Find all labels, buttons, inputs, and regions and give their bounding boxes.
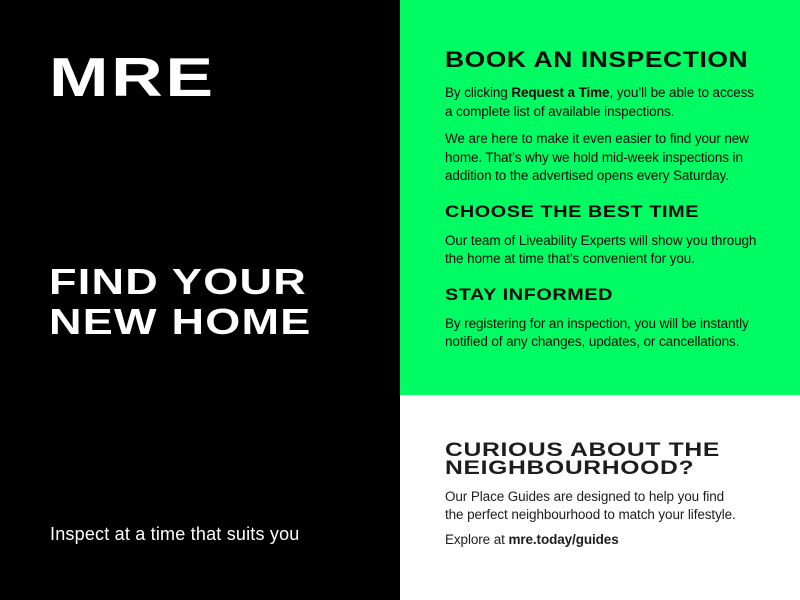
choose-best-time-heading: CHOOSE THE BEST TIME	[445, 202, 700, 221]
footer-note: Inspect at a time that suits you	[50, 524, 300, 544]
book-paragraph-1-suffix: , you’ll be able to access a complete list of available inspections.	[445, 85, 754, 119]
request-a-time-emphasis: Request a Time	[511, 85, 610, 101]
neighbourhood-guides-section	[400, 395, 800, 553]
headline-line-1: FIND YOUR	[49, 261, 307, 302]
brand-logo: MRE	[49, 46, 216, 108]
stay-informed-body: By registering for an inspection, you will be instantly notified of any changes, updates, or cancellations.	[445, 315, 749, 350]
place-guides-body: Our Place Guides are designed to help you find the perfect neighbourhood to match your lifestyle.	[445, 489, 736, 522]
explore-line	[445, 531, 764, 549]
inspection-info-section	[400, 0, 800, 395]
curious-neighbourhood-heading: CURIOUS ABOUT THE NEIGHBOURHOOD?	[445, 440, 720, 479]
choose-best-time-body: Our team of Liveability Experts will show you through the home at time that’s convenient for you.	[445, 232, 757, 267]
headline	[49, 262, 312, 342]
book-paragraph-1	[445, 84, 764, 121]
book-inspection-heading: BOOK AN INSPECTION	[445, 47, 749, 72]
stay-informed-heading: STAY INFORMED	[445, 285, 614, 304]
book-paragraph-2: We are here to make it even easier to find your new home. That’s why we hold mid-week inspections in addition to the advertised opens every Saturday.	[445, 131, 749, 184]
guides-url-link[interactable]: mre.today/guides	[508, 532, 619, 547]
headline-line-2: NEW HOME	[49, 301, 312, 342]
explore-prefix: Explore at	[445, 532, 509, 547]
right-panel	[400, 0, 800, 600]
book-paragraph-1-prefix: By clicking	[445, 85, 512, 101]
